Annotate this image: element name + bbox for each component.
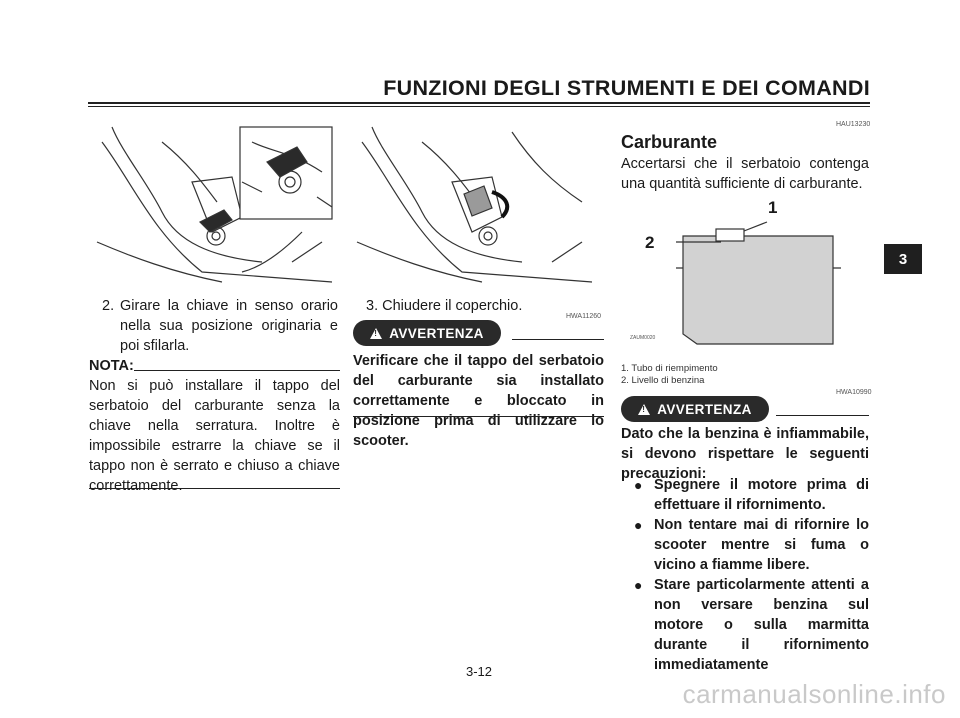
step-3-number: 3. [366, 298, 379, 314]
warning-end-rule [353, 416, 604, 417]
precaution-item: ● Spegnere il motore prima di effettuare il rifornimento. [628, 475, 869, 515]
fuel-tank-figure [621, 196, 869, 356]
watermark: carmanualsonline.info [682, 679, 946, 709]
step-2 [102, 296, 338, 356]
warning-rule [512, 339, 604, 340]
header-rule [88, 102, 870, 104]
chapter-tab: 3 [884, 244, 922, 274]
figure-label-2: 2 [645, 233, 655, 252]
step-2-number: 2. [102, 298, 115, 314]
section-intro: Accertarsi che il serbatoio contenga una quantità sufficiente di carburante. [621, 156, 869, 192]
nota-label: NOTA: [89, 358, 134, 374]
figure-label-1: 1 [768, 198, 778, 217]
warning2-icon: ! [638, 404, 650, 415]
warning2-badge [621, 396, 769, 422]
caption-2: 2. Livello di benzina [621, 375, 705, 386]
warning2-rule [776, 415, 869, 416]
warning-badge-label: AVVERTENZA [389, 325, 484, 341]
warning-icon: ! [370, 328, 382, 339]
page-header [88, 74, 870, 110]
precaution-item: ● Stare particolarmente attenti a non versare benzina sul motore o sulla marmitta durante il rifornimento immediatamente [628, 575, 869, 675]
cover-close-illustration [352, 122, 600, 288]
section-code: HAU13230 [836, 121, 871, 128]
section-heading: Carburante [621, 132, 718, 152]
precaution-item: ● Non tentare mai di rifornire lo scooter mentre si fuma o vicino a fiamme libere. [628, 515, 869, 575]
warning2-intro: Dato che la benzina è infiammabile, si devono rispettare le seguenti precauzioni: [621, 426, 869, 482]
header-rule-thin [88, 106, 870, 107]
step-2-text: Girare la chiave in senso orario nella sua posizione originaria e poi sfilarla. [120, 298, 338, 354]
step-3 [366, 296, 522, 316]
key-turn-illustration [92, 122, 340, 288]
warning-badge [353, 320, 501, 346]
warning2-badge-label: AVVERTENZA [657, 401, 752, 417]
precaution-list [628, 475, 869, 675]
nota-text: Non si può installare il tappo del serbatoio del carburante senza la chiave nella serratura. Inoltre è impossibile estrarre la chiave se il tappo non è serrato e chiuso a chiave correttamente. [89, 378, 340, 494]
warning-code: HWA11260 [566, 313, 602, 320]
figure-code: ZAUM0020 [630, 335, 656, 341]
caption-1: 1. Tubo di riempimento [621, 363, 718, 374]
warning-text: Verificare che il tappo del serbatoio del carburante sia installato correttamente e bloccato in posizione prima di utilizzare lo scooter. [353, 353, 604, 449]
nota-end-rule [89, 488, 340, 489]
warning2-code: HWA10990 [836, 389, 872, 396]
page-number: 3-12 [466, 664, 493, 679]
page-title: FUNZIONI DEGLI STRUMENTI E DEI COMANDI [383, 76, 870, 100]
nota-rule [134, 370, 340, 371]
step-3-text: Chiudere il coperchio. [382, 298, 523, 314]
